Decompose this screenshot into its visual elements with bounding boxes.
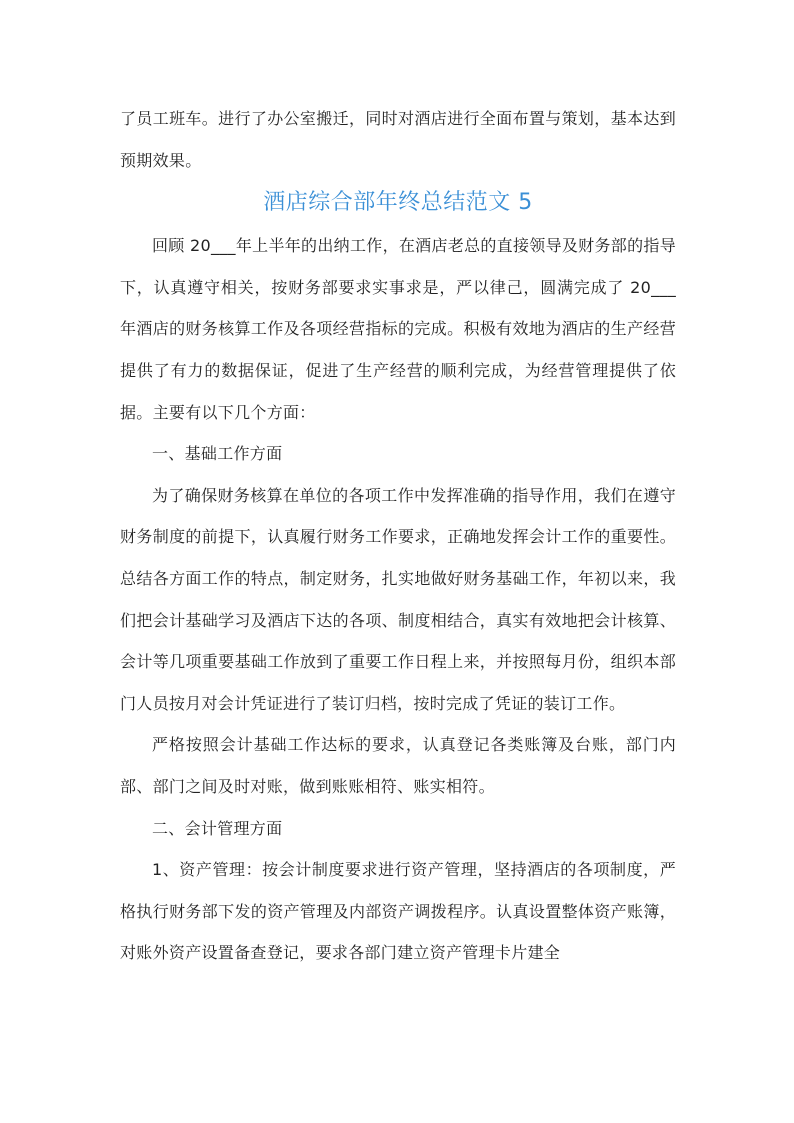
paragraph-bookkeeping: 严格按照会计基础工作达标的要求，认真登记各类账簿及台账，部门内部、部门之间及时对账，做到账账相符、账实相符。 <box>120 735 676 796</box>
heading-basic-work: 一、基础工作方面 <box>152 444 283 464</box>
paragraph-asset-management: 1、资产管理：按会计制度要求进行资产管理，坚持酒店的各项制度，严格执行财务部下发的资产管理及内部资产调拨程序。认真设置整体资产账簿，对账外资产设置备查登记，要求各部门建立资产管理卡片建全 <box>120 860 676 963</box>
paragraph-basic-work: 为了确保财务核算在单位的各项工作中发挥准确的指导作用，我们在遵守财务制度的前提下，认真履行财务工作要求，正确地发挥会计工作的重要性。总结各方面工作的特点，制定财务，扎实地做好财务基础工作，年初以来，我们把会计基础学习及酒店下达的各项、制度相结合，真实有效地把会计核算、会计等几项重要基础工作放到了重要工作日程上来，并按照每月份，组织本部门人员按月对会计凭证进行了装订归档，按时完成了凭证的装订工作。 <box>120 485 676 713</box>
section-title: 酒店综合部年终总结范文 5 <box>263 190 533 216</box>
document-body <box>120 98 676 974</box>
paragraph-review: 回顾 20___年上半年的出纳工作，在酒店老总的直接领导及财务部的指导下，认真遵守相关，按财务部要求实事求是，严以律己，圆满完成了 20___年酒店的财务核算工作及各项经营指标的完成。积极有效地为酒店的生产经营提供了有力的数据保证，促进了生产经营的顺利完成，为经营管理提供了依据。主要有以下几个方面： <box>120 236 676 422</box>
heading-accounting-management: 二、会计管理方面 <box>152 818 283 838</box>
continued-paragraph: 了员工班车。进行了办公室搬迁，同时对酒店进行全面布置与策划，基本达到预期效果。 <box>120 109 676 170</box>
